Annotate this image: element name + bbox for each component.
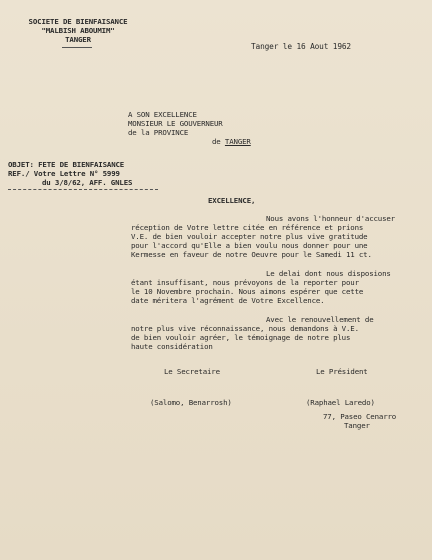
- letterhead-line-3: TANGER: [65, 35, 91, 44]
- subject-line-2: REF./ Votre Lettre N° 5999: [8, 169, 120, 178]
- paragraph-1-line-2: réception de Votre lettre citée en référence et prions: [131, 223, 364, 232]
- recipient-line-4: [212, 137, 251, 146]
- salutation: EXCELLENCE,: [208, 196, 256, 205]
- recipient-line-1: A SON EXCELLENCE: [128, 110, 197, 119]
- subject-line-1: OBJET: FETE DE BIENFAISANCE: [8, 160, 125, 169]
- recipient-city: TANGER: [224, 137, 251, 146]
- secretary-title: Le Secretaire: [164, 367, 220, 376]
- subject-line-3: du 3/8/62, AFF. GNLES: [42, 178, 133, 187]
- address-line-2: Tanger: [344, 421, 370, 430]
- paragraph-3-line-2: notre plus vive réconnaissance, nous demandons à V.E.: [131, 324, 359, 333]
- secretary-name: (Salomo, Benarrosh): [150, 398, 232, 407]
- address-line-1: 77, Paseo Cenarro: [323, 412, 397, 421]
- paragraph-1-line-4: pour l'accord qu'Elle a bien voulu nous donner pour une: [131, 241, 368, 250]
- subject-separator: [8, 189, 158, 190]
- paragraph-3-line-1: Avec le renouvellement de: [266, 315, 374, 324]
- paragraph-1-line-3: V.E. de bien vouloir accepter notre plus vive gratitude: [131, 232, 368, 241]
- paragraph-2-line-1: Le delai dont nous disposions: [266, 269, 391, 278]
- recipient-line-2: MONSIEUR LE GOUVERNEUR: [128, 119, 223, 128]
- president-title: Le Président: [316, 367, 368, 376]
- president-name: (Raphael Laredo): [306, 398, 375, 407]
- paragraph-3-line-4: haute considération: [131, 342, 213, 351]
- paragraph-3-line-3: de bien vouloir agréer, le témoignage de notre plus: [131, 333, 351, 342]
- letterhead-line-1: SOCIETE DE BIENFAISANCE: [28, 17, 128, 26]
- recipient-de: de: [212, 137, 221, 146]
- paragraph-2-line-4: date méritera l'agrément de Votre Excellence.: [131, 296, 325, 305]
- paragraph-2-line-3: le 10 Novembre prochain. Nous aimons espérer que cette: [131, 287, 364, 296]
- paragraph-1-line-1: Nous avons l'honneur d'accuser: [266, 214, 395, 223]
- letterhead-underline: [62, 47, 92, 48]
- paragraph-1-line-5: Kermesse en faveur de notre Oeuvre pour le Samedi 11 ct.: [131, 250, 372, 259]
- paragraph-2-line-2: étant insuffisant, nous prévoyons de la reporter pour: [131, 278, 359, 287]
- date-line: Tanger le 16 Aout 1962: [251, 42, 351, 51]
- recipient-line-3: de la PROVINCE: [128, 128, 189, 137]
- letterhead-line-2: "MALBISH ABOUMIM": [41, 26, 115, 35]
